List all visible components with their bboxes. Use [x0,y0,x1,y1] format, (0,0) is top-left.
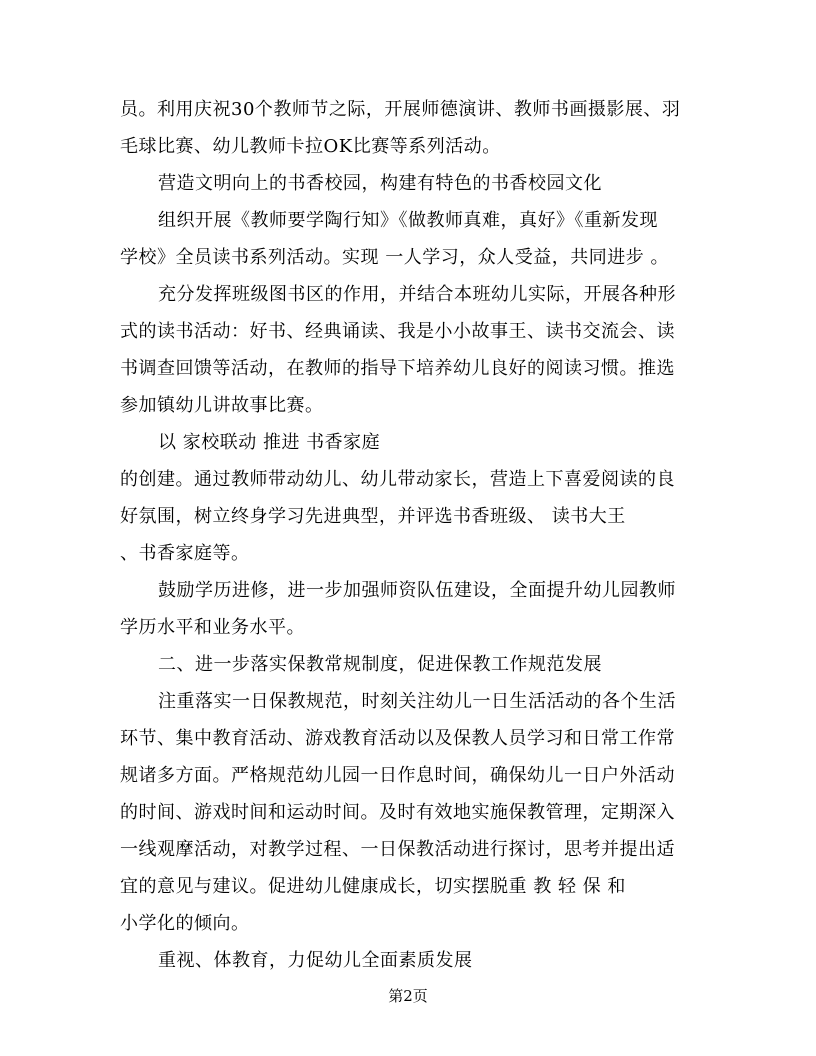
text-line: 书调查回馈等活动，在教师的指导下培养幼儿良好的阅读习惯。推选 [120,358,675,379]
text-line: 参加镇幼儿讲故事比赛。 [120,395,324,416]
text-line: 员。利用庆祝30个教师节之际，开展师德演讲、教师书画摄影展、羽 [120,99,681,120]
text-line: 注重落实一日保教规范，时刻关注幼儿一日生活活动的各个生活 [158,691,676,712]
text-line: 以 家校联动 推进 书香家庭 [158,432,381,453]
text-line: 式的读书活动：好书、经典诵读、我是小小故事王、读书交流会、读 [120,321,675,342]
page-number: 第2页 [388,987,428,1005]
text-line: 环节、集中教育活动、游戏教育活动以及保教人员学习和日常工作常 [120,728,675,749]
text-line: 毛球比赛、幼儿教师卡拉OK比赛等系列活动。 [120,136,501,157]
text-line: 的创建。通过教师带动幼儿、幼儿带动家长，营造上下喜爱阅读的良 [120,469,675,490]
text-line: 、书香家庭等。 [120,543,250,564]
text-line: 小学化的倾向。 [120,913,250,934]
text-line: 一线观摩活动，对教学过程、一日保教活动进行探讨，思考并提出适 [120,839,675,860]
text-line: 的时间、游戏时间和运动时间。及时有效地实施保教管理，定期深入 [120,802,675,823]
text-line: 重视、体教育，力促幼儿全面素质发展 [158,950,473,971]
text-line: 组织开展《教师要学陶行知》《做教师真难，真好》《重新发现 [158,210,658,231]
text-line: 规诸多方面。严格规范幼儿园一日作息时间，确保幼儿一日户外活动 [120,765,675,786]
text-line: 好氛围，树立终身学习先进典型，并评选书香班级、 读书大王 [120,506,626,527]
text-line: 鼓励学历进修，进一步加强师资队伍建设，全面提升幼儿园教师 [158,580,676,601]
text-line: 学校》全员读书系列活动。实现 一人学习，众人受益，共同进步 。 [120,247,669,268]
text-line: 宜的意见与建议。促进幼儿健康成长，切实摆脱重 教 轻 保 和 [120,876,626,897]
section-heading: 二、进一步落实保教常规制度，促进保教工作规范发展 [158,654,602,675]
text-line: 充分发挥班级图书区的作用，并结合本班幼儿实际，开展各种形 [158,284,676,305]
text-line: 学历水平和业务水平。 [120,617,305,638]
text-line: 营造文明向上的书香校园，构建有特色的书香校园文化 [158,173,602,194]
